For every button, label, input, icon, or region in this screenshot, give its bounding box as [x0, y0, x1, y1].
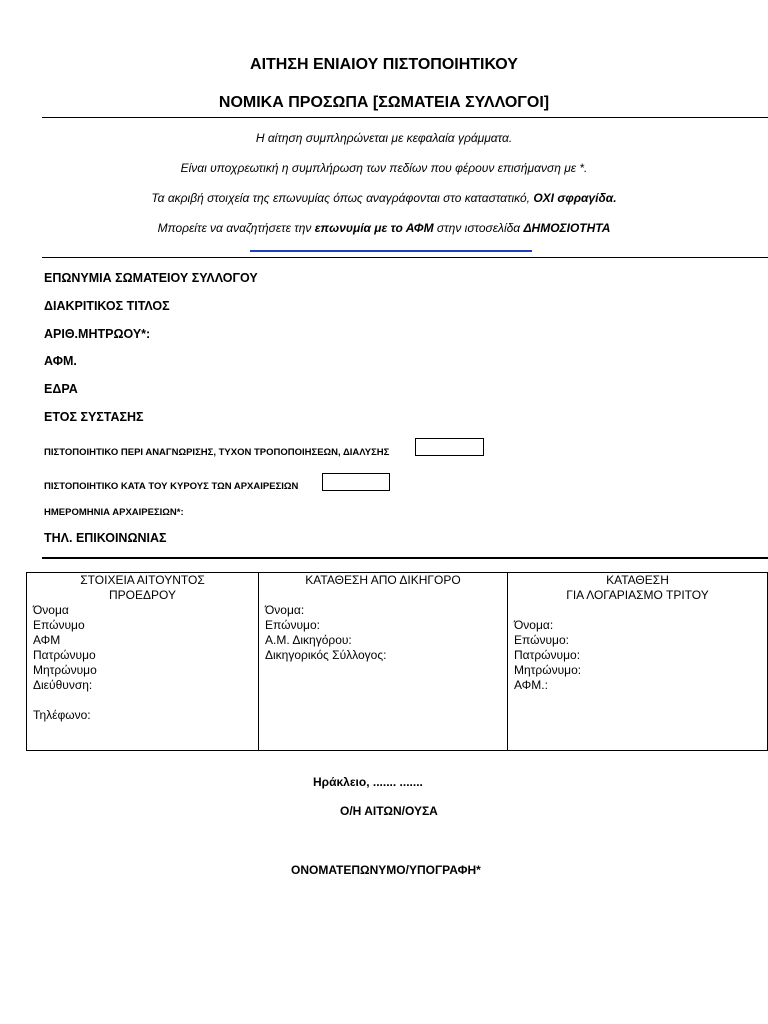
field-label: Α.Μ. Δικηγόρου:: [265, 633, 352, 647]
field-label: ΑΦΜ: [33, 633, 61, 647]
cert-recognition-checkbox[interactable]: [415, 438, 484, 456]
field-contact-phone: ΤΗΛ. ΕΠΙΚΟΙΝΩΝΙΑΣ: [44, 531, 167, 545]
instruction-line-4-text-2: στην ιστοσελίδα: [433, 221, 524, 235]
instruction-line-4-emphasis: επωνυμία με το ΑΦΜ: [314, 221, 434, 235]
instruction-line-1: Η αίτηση συμπληρώνεται με κεφαλαία γράμματα.: [255, 131, 513, 145]
field-label: Επώνυμο:: [514, 633, 569, 647]
column-header: ΚΑΤΑΘΕΣΗ: [606, 573, 669, 587]
field-elections-date: ΗΜΕΡΟΜΗΝΙΑ ΑΡΧΑΙΡΕΣΙΩΝ*:: [44, 507, 184, 518]
instruction-line-3-text: Τα ακριβή στοιχεία της επωνυμίας όπως αναγράφονται στο καταστατικό,: [151, 191, 534, 205]
cert-elections-checkbox[interactable]: [322, 473, 390, 491]
field-association-name: ΕΠΩΝΥΜΙΑ ΣΩΜΑΤΕΙΟΥ ΣΥΛΛΟΓΟΥ: [44, 271, 258, 285]
field-founding-year: ΕΤΟΣ ΣΥΣΤΑΣΗΣ: [44, 410, 144, 424]
field-label: Επώνυμο:: [265, 618, 320, 632]
applicant-label: Ο/Η ΑΙΤΩΝ/ΟΥΣΑ: [340, 804, 438, 818]
field-distinctive-title: ΔΙΑΚΡΙΤΙΚΟΣ ΤΙΤΛΟΣ: [44, 299, 170, 313]
field-label: Όνομα: [33, 603, 69, 617]
third-party-details-cell: [508, 573, 768, 751]
spacer: [265, 588, 501, 603]
instruction-line-3: [0, 191, 768, 205]
instruction-line-4-text: Μπορείτε να αναζητήσετε την: [157, 221, 315, 235]
field-label: Μητρώνυμο:: [514, 663, 582, 677]
document-subtitle: ΝΟΜΙΚΑ ΠΡΟΣΩΠΑ [ΣΩΜΑΤΕΙΑ ΣΥΛΛΟΓΟΙ]: [218, 94, 550, 111]
field-label: Όνομα:: [265, 603, 305, 617]
president-details-cell: [27, 573, 259, 751]
field-label: Πατρώνυμο:: [514, 648, 581, 662]
place-date: Ηράκλειο, ....... .......: [313, 775, 423, 789]
applicant-details-table: [26, 572, 768, 751]
column-header: ΠΡΟΕΔΡΟΥ: [109, 588, 176, 602]
instruction-line-4: [0, 221, 768, 235]
instruction-line-4-site: ΔΗΜΟΣΙΟΤΗΤΑ: [523, 221, 611, 235]
field-label: Διεύθυνση:: [33, 678, 93, 692]
field-label: Επώνυμο: [33, 618, 85, 632]
lawyer-details-cell: [259, 573, 508, 751]
column-header: ΚΑΤΑΘΕΣΗ ΑΠΟ ΔΙΚΗΓΟΡΟ: [305, 573, 461, 587]
document-title: ΑΙΤΗΣΗ ΕΝΙΑΙΟΥ ΠΙΣΤΟΠΟΙΗΤΙΚΟΥ: [250, 56, 518, 73]
field-cert-recognition: ΠΙΣΤΟΠΟΙΗΤΙΚΟ ΠΕΡΙ ΑΝΑΓΝΩΡΙΣΗΣ, ΤΥΧΟΝ ΤΡΟΠΟΠΟΙΗΣΕΩΝ, ΔΙΑΛΥΣΗΣ: [44, 447, 390, 458]
instruction-line-2: Είναι υποχρεωτική η συμπλήρωση των πεδίων που φέρουν επισήμανση με *.: [180, 161, 588, 175]
field-cert-elections: ΠΙΣΤΟΠΟΙΗΤΙΚΟ ΚΑΤΑ ΤΟΥ ΚΥΡΟΥΣ ΤΩΝ ΑΡΧΑΙΡΕΣΙΩΝ: [44, 481, 299, 492]
spacer: [514, 603, 761, 618]
divider: [42, 557, 768, 559]
field-label: Δικηγορικός Σύλλογος:: [265, 648, 387, 662]
field-label: Πατρώνυμο: [33, 648, 96, 662]
field-label: Μητρώνυμο: [33, 663, 97, 677]
field-label: ΑΦΜ.:: [514, 678, 548, 692]
spacer: [33, 693, 252, 708]
field-afm: ΑΦΜ.: [44, 354, 77, 368]
field-registry-number: ΑΡΙΘ.ΜΗΤΡΩΟΥ*:: [44, 327, 151, 341]
column-header: ΓΙΑ ΛΟΓΑΡΙΑΣΜΟ ΤΡΙΤΟΥ: [566, 588, 709, 602]
divider: [42, 257, 768, 258]
divider: [42, 117, 768, 118]
link-underline[interactable]: [250, 250, 532, 252]
instruction-line-3-emphasis: ΟΧΙ σφραγίδα.: [533, 191, 617, 205]
signature-label: ΟΝΟΜΑΤΕΠΩΝΥΜΟ/ΥΠΟΓΡΑΦΗ*: [291, 863, 481, 877]
field-label: Τηλέφωνο:: [33, 708, 91, 722]
field-seat: ΕΔΡΑ: [44, 382, 78, 396]
field-label: Όνομα:: [514, 618, 554, 632]
column-header: ΣΤΟΙΧΕΙΑ ΑΙΤΟΥΝΤΟΣ: [80, 573, 205, 587]
